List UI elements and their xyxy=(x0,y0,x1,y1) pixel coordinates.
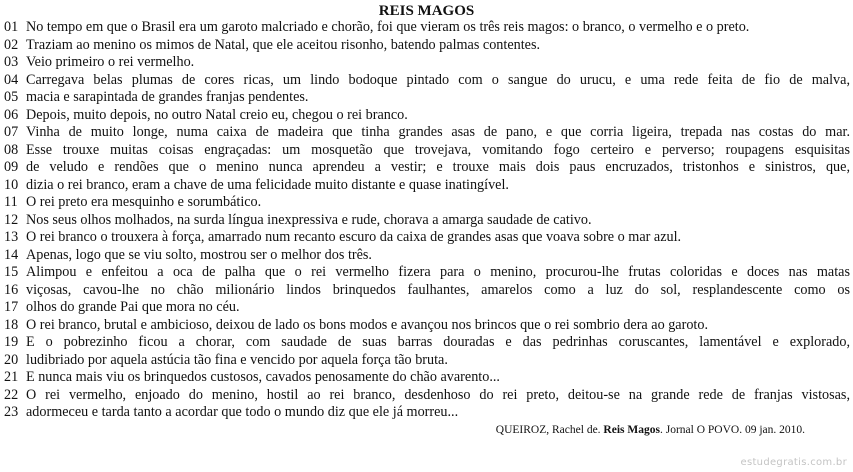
text-line xyxy=(4,37,850,55)
source-work: Reis Magos xyxy=(603,424,660,436)
line-number: 15 xyxy=(4,264,19,280)
text-line xyxy=(4,264,850,282)
line-text: O rei vermelho, enjoado do menino, hostil ao rei branco, desdenhoso do rei preto, deitou-se na grande rede de franjas vistosas, xyxy=(26,386,850,403)
text-line xyxy=(4,282,850,300)
line-text: dizia o rei branco, eram a chave de uma felicidade muito distante e quase inatingível. xyxy=(26,176,509,193)
text-line xyxy=(4,54,850,72)
line-number: 07 xyxy=(4,124,19,140)
source-citation xyxy=(496,423,805,437)
line-text: E nunca mais viu os brinquedos custosos, cavados penosamente do chão avarento... xyxy=(26,369,500,385)
text-line xyxy=(4,317,850,335)
line-number: 23 xyxy=(4,404,19,420)
text-line xyxy=(4,142,850,160)
source-author: QUEIROZ, Rachel de. xyxy=(495,424,601,436)
line-text: O rei branco o trouxera à força, amarrado num recanto escuro da caixa de grandes asas que voava sobre o mar azul. xyxy=(26,229,682,245)
line-text: Alimpou e enfeitou a oca de palha que o rei vermelho fizera para o menino, procurou-lhe frutas coloridas e doces nas matas xyxy=(26,264,850,280)
text-line xyxy=(4,212,850,230)
line-text: Nos seus olhos molhados, na surda língua inexpressiva e rude, chorava a amarga saudade de cativo. xyxy=(26,211,592,228)
text-line xyxy=(4,159,850,177)
text-line xyxy=(4,89,850,107)
line-text: de veludo e rendões que o menino nunca aprendeu a vestir; e trouxe mais dois paus encruzados, tristonhos e sinistros, que, xyxy=(26,159,850,175)
line-number: 01 xyxy=(4,19,19,35)
text-line xyxy=(4,19,850,37)
text-line xyxy=(4,387,850,405)
line-number: 21 xyxy=(4,369,19,385)
text-line xyxy=(4,177,850,195)
line-text: Carregava belas plumas de cores ricas, um lindo bodoque pintado com o sangue do urucu, e uma rede feita de fio de malva, xyxy=(26,71,850,88)
text-line xyxy=(4,229,850,247)
line-number: 18 xyxy=(4,316,19,333)
line-text: Apenas, logo que se viu solto, mostrou ser o melhor dos três. xyxy=(26,246,372,263)
line-number: 06 xyxy=(4,106,19,123)
line-number: 22 xyxy=(4,386,19,403)
line-number: 02 xyxy=(4,36,19,53)
text-line xyxy=(4,299,850,317)
line-number: 13 xyxy=(4,229,19,245)
source-rest: . Jornal O POVO. 09 jan. 2010. xyxy=(659,424,805,436)
text-line xyxy=(4,404,850,422)
text-line xyxy=(4,334,850,352)
line-number: 11 xyxy=(4,194,18,210)
line-text: Vinha de muito longe, numa caixa de madeira que tinha grandes asas de pano, e que corria ligeira, trepada nas costas do mar. xyxy=(26,124,850,140)
text-line xyxy=(4,124,850,142)
line-number: 03 xyxy=(4,54,19,70)
line-text: Esse trouxe muitas coisas engraçadas: um mosquetão que trovejava, vomitando fogo certeiro e perverso; roupagens esquisitas xyxy=(26,141,850,158)
line-text: Veio primeiro o rei vermelho. xyxy=(26,54,195,70)
line-number: 16 xyxy=(4,281,19,298)
line-text: O rei preto era mesquinho e sorumbático. xyxy=(26,194,262,210)
line-text: Depois, muito depois, no outro Natal creio eu, chegou o rei branco. xyxy=(26,106,408,123)
line-number: 04 xyxy=(4,71,19,88)
line-number: 12 xyxy=(4,211,19,228)
text-line xyxy=(4,72,850,90)
line-number: 14 xyxy=(4,246,19,263)
line-number: 05 xyxy=(4,89,19,105)
line-number: 09 xyxy=(4,159,19,175)
text-line xyxy=(4,352,850,370)
line-text: Traziam ao menino os mimos de Natal, que ele aceitou risonho, batendo palmas contentes. xyxy=(26,36,541,53)
text-line xyxy=(4,369,850,387)
line-number: 10 xyxy=(4,176,19,193)
line-text: ludibriado por aquela astúcia tão fina e vencido por aquela força tão bruta. xyxy=(26,351,448,368)
line-text: O rei branco, brutal e ambicioso, deixou de lado os bons modos e avançou nos brincos que o rei sombrio dera ao garoto. xyxy=(26,316,709,333)
line-number: 17 xyxy=(4,299,19,315)
text-line xyxy=(4,107,850,125)
line-text: adormeceu e tarda tanto a acordar que todo o mundo diz que ele já morreu... xyxy=(26,404,459,420)
line-text: No tempo em que o Brasil era um garoto malcriado e chorão, foi que vieram os três reis magos: o branco, o vermelho e o preto. xyxy=(26,19,750,35)
line-text: viçosas, cavou-lhe no chão milionário lindos brinquedos faulhantes, amarelos como a luz do sol, resplandescente como os xyxy=(26,281,850,298)
line-text: E o pobrezinho ficou a chorar, com saudade de suas barras douradas e das pedrinhas coruscantes, lamentável e explorado, xyxy=(26,334,850,350)
watermark: estudegratis.com.br xyxy=(740,457,847,468)
text-line xyxy=(4,247,850,265)
line-text: macia e sarapintada de grandes franjas pendentes. xyxy=(26,89,309,105)
text-line xyxy=(4,194,850,212)
line-text: olhos do grande Pai que mora no céu. xyxy=(26,299,240,315)
line-number: 08 xyxy=(4,141,19,158)
line-number: 20 xyxy=(4,351,19,368)
line-number: 19 xyxy=(4,334,19,350)
page-title: REIS MAGOS xyxy=(378,3,475,19)
text-lines xyxy=(4,19,850,422)
